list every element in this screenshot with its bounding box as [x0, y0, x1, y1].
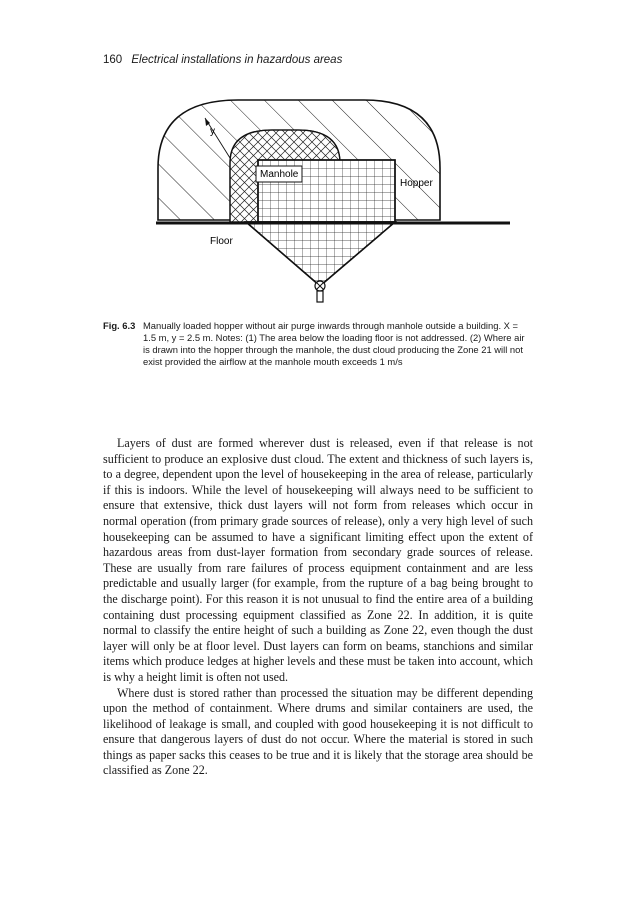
manhole-label: Manhole [260, 169, 299, 180]
running-title: Electrical installations in hazardous areas [131, 54, 343, 66]
paragraph: Where dust is stored rather than processed the situation may be different depending upon the method of containment. Where drums and similar containers are used, the likelihood of leakage is small, and coupled with good housekeeping it is not difficult to ensure that dangerous layers of dust do not occur. Where the material is stored in such things as paper sacks this ceases to be true and it is likely that the storage area should be classified as Zone 22. [103, 685, 533, 778]
page-number: 160 [103, 54, 123, 66]
figure-caption [103, 320, 531, 368]
outlet-valve [315, 281, 325, 302]
hopper-label: Hopper [400, 178, 433, 189]
paragraph: Layers of dust are formed wherever dust is released, even if that release is not sufficient to produce an explosive dust cloud. The extent and thickness of such layers is, to a degree, dependent upon the level of housekeeping in the area of release, particularly if this is indoors. While the level of housekeeping will always need to be sufficient to ensure that extensive, thick dust layers will not form from releases which occur in normal operation (from primary grade sources of release), only a very high level of such housekeeping can be assumed to have a significant limiting effect upon the extent of hazardous areas from dust-layer formation from secondary grade sources of release. These are usually from rare failures of process equipment containment and are less predictable and usually larger (for example, from the rupture of a bag being brought to the discharge point). For this reason it is not unusual to find the entire area of a building containing dust processing equipment classified as Zone 22. In addition, it is quite normal to classify the entire height of such a building as Zone 22, even though the dust layer will only be at floor level. Dust layers can form on beams, stanchions and similar items which produce ledges at higher levels and these must be taken into account, which is why a height limit is often not used. [103, 436, 533, 684]
hopper-diagram [150, 88, 520, 306]
hopper-figure [150, 88, 520, 306]
y-label: y [210, 126, 215, 137]
body-text [103, 436, 533, 779]
caption-text: Manually loaded hopper without air purge inwards through manhole outside a building. X = 1.5 m, y = 2.5 m. Notes: (1) The area below the loading floor is not addressed. (2) Where air is drawn into the hopper through the manhole, the dust cloud producing the Zone 21 will not exist provided the airflow at the manhole mouth exceeds 1 m/s [143, 320, 525, 367]
running-header [103, 54, 342, 66]
caption-label: Fig. 6.3 [103, 320, 136, 331]
floor-label: Floor [210, 236, 233, 247]
